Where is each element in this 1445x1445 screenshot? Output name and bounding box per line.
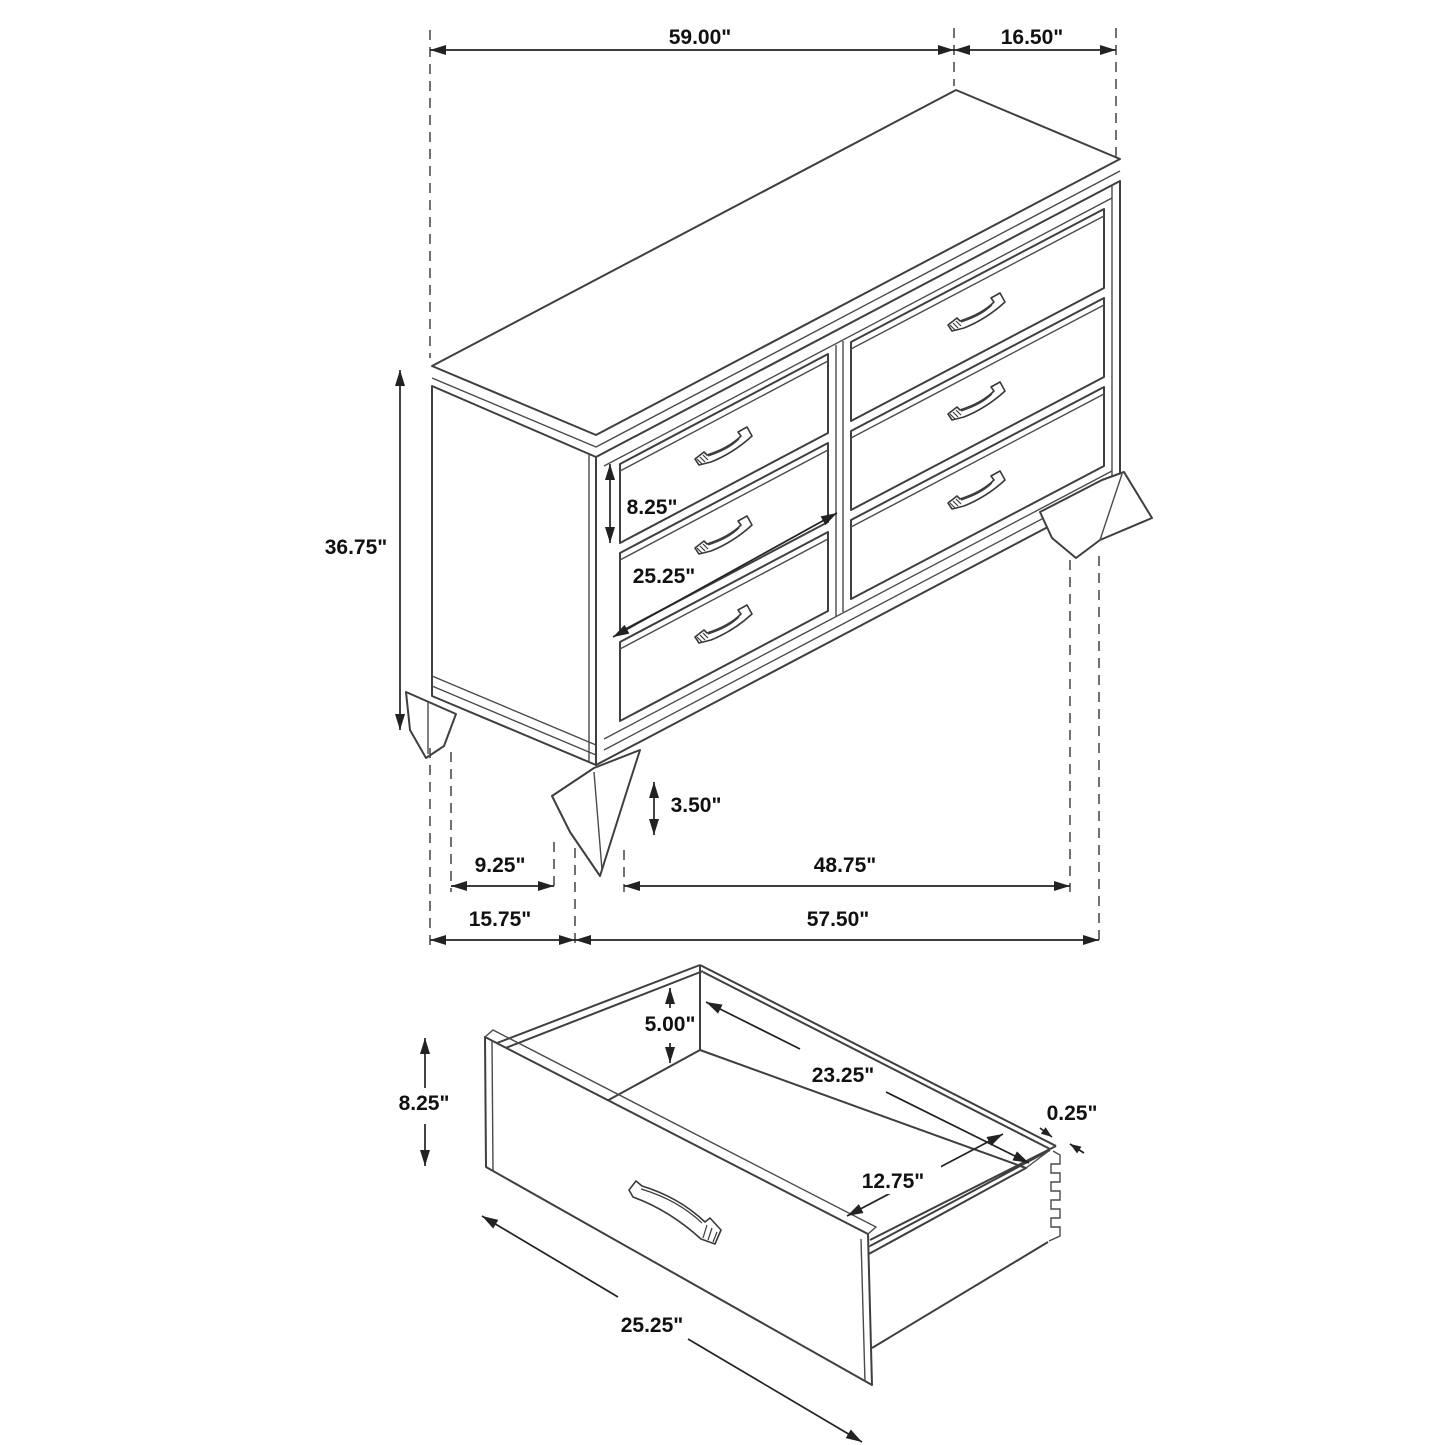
dim-overall-height-label: 36.75" xyxy=(324,536,388,559)
dim-inner-height-label: 5.00" xyxy=(644,1013,696,1036)
left-side-top-edges xyxy=(497,965,703,1049)
dim-drawer-width-label: 25.25" xyxy=(632,565,696,588)
foot-front-left xyxy=(552,750,640,876)
dim-inner-length-label: 23.25" xyxy=(811,1064,875,1087)
dim-line-thickness-left xyxy=(1040,1128,1052,1137)
dresser-view xyxy=(325,26,1152,946)
dim-drawer-height-label: 8.25" xyxy=(626,496,678,519)
dim-base-width-label: 57.50" xyxy=(806,908,870,931)
right-side-bottom-edge xyxy=(872,1242,1048,1348)
dim-line-thickness-right xyxy=(1070,1144,1084,1153)
dim-side-foot-gap-label: 9.25" xyxy=(474,854,526,877)
drawer-view xyxy=(399,965,1098,1442)
front-panel-left-edge-line xyxy=(492,1041,493,1170)
dim-front-foot-span-label: 48.75" xyxy=(813,854,877,877)
dim-thickness-label: 0.25" xyxy=(1046,1102,1098,1125)
right-side-top-edges xyxy=(870,1146,1056,1246)
dovetail-joint-detail xyxy=(1049,1151,1060,1241)
dim-front-width-label: 25.25" xyxy=(620,1314,684,1337)
dim-top-depth-label: 16.50" xyxy=(1000,26,1064,49)
dim-front-height-label: 8.25" xyxy=(398,1092,450,1115)
dim-top-width-label: 59.00" xyxy=(668,26,732,49)
dim-side-depth-label: 15.75" xyxy=(468,908,532,931)
dim-inner-width-label: 12.75" xyxy=(861,1170,925,1193)
dim-foot-height-label: 3.50" xyxy=(670,794,722,817)
dresser-side-panel xyxy=(432,386,596,765)
back-panel-top-edges xyxy=(700,965,1056,1149)
